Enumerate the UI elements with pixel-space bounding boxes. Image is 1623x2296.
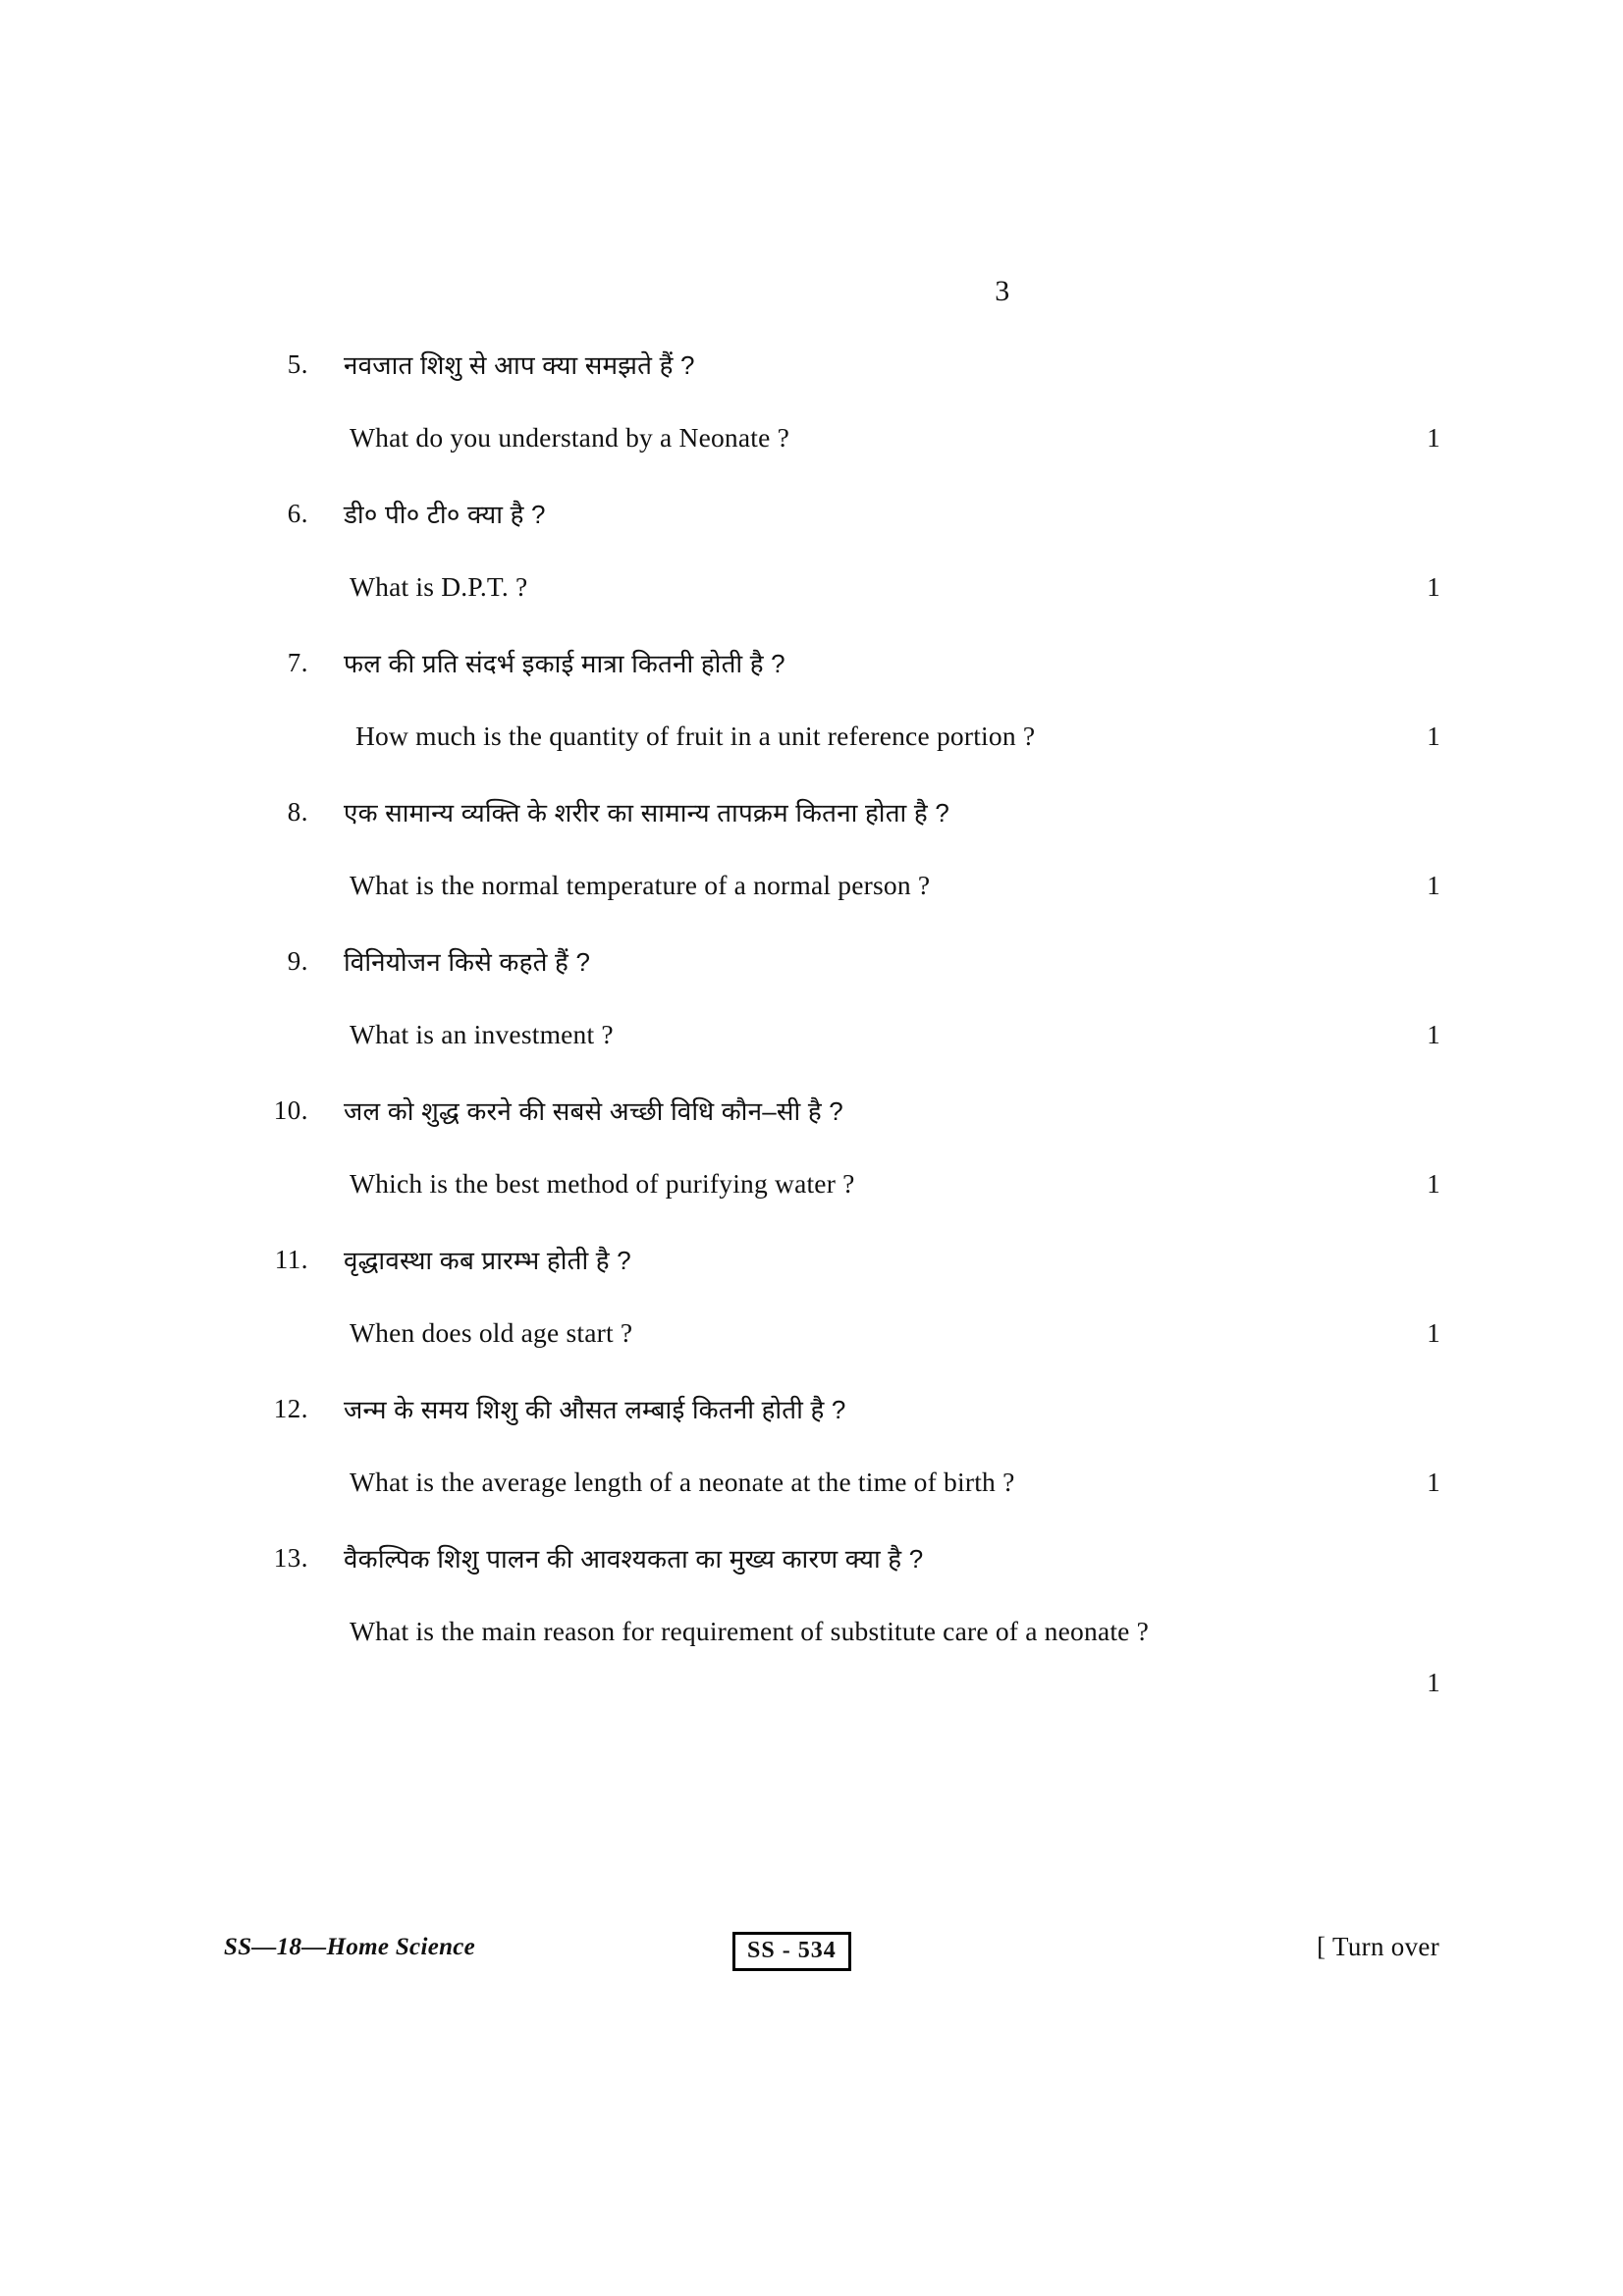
question-text-english: When does old age start ? (350, 1317, 633, 1348)
question-number: 8. (287, 797, 308, 827)
question-text-english: What is the main reason for requirement of substitute care of a neonate ? (350, 1616, 1150, 1646)
footer-paper-code: SS - 534 (732, 1932, 851, 1971)
footer-turn-over: [ Turn over (1317, 1932, 1439, 1961)
question-text-hindi: नवजात शिशु से आप क्या समझते हैं ? (344, 350, 695, 380)
question-text-english: What is the average length of a neonate at the time of birth ? (350, 1467, 1015, 1497)
question-item (224, 1384, 1440, 1533)
question-number: 7. (287, 648, 308, 677)
question-text-hindi: फल की प्रति संदर्भ इकाई मात्रा कितनी होती है ? (344, 649, 785, 678)
question-marks: 1 (1427, 871, 1440, 900)
page-footer (224, 1926, 1439, 1981)
page-number: 3 (995, 275, 1010, 307)
question-item (224, 1235, 1440, 1384)
question-text-english: What do you understand by a Neonate ? (350, 422, 790, 453)
question-item (224, 638, 1440, 787)
question-number: 11. (274, 1245, 308, 1274)
question-marks: 1 (1427, 1169, 1440, 1199)
question-item (224, 1086, 1440, 1235)
question-text-english: What is D.P.T. ? (350, 571, 528, 602)
question-item (224, 489, 1440, 638)
footer-subject-label: SS—18—Home Science (224, 1934, 476, 1960)
question-marks: 1 (1427, 423, 1440, 453)
question-text-english: Which is the best method of purifying water ? (350, 1168, 855, 1199)
question-item (224, 340, 1440, 489)
question-number: 12. (273, 1394, 308, 1423)
question-marks: 1 (1427, 1468, 1440, 1497)
question-marks: 1 (1427, 721, 1440, 751)
question-number: 10. (273, 1095, 308, 1125)
question-number: 9. (287, 946, 308, 976)
question-number: 5. (287, 349, 308, 379)
question-text-hindi: जल को शुद्ध करने की सबसे अच्छी विधि कौन–सी है ? (344, 1096, 843, 1126)
question-text-hindi: एक सामान्य व्यक्ति के शरीर का सामान्य तापक्रम कितना होता है ? (344, 798, 949, 828)
question-list (224, 275, 1440, 1697)
question-text-english: How much is the quantity of fruit in a unit reference portion ? (355, 721, 1036, 751)
question-item (224, 787, 1440, 936)
question-text-hindi: डी० पी० टी० क्या है ? (344, 500, 546, 529)
question-number: 6. (287, 499, 308, 528)
question-item (224, 936, 1440, 1086)
question-text-english: What is the normal temperature of a normal person ? (350, 870, 931, 900)
question-text-hindi: जन्म के समय शिशु की औसत लम्बाई कितनी होती है ? (344, 1395, 846, 1424)
question-text-hindi: विनियोजन किसे कहते हैं ? (344, 947, 591, 977)
question-text-hindi: वृद्धावस्था कब प्रारम्भ होती है ? (344, 1246, 631, 1275)
question-marks: 1 (1427, 572, 1440, 602)
question-marks: 1 (1427, 1318, 1440, 1348)
question-number: 13. (273, 1543, 308, 1573)
question-marks: 1 (1427, 1668, 1440, 1697)
question-marks: 1 (1427, 1020, 1440, 1049)
question-text-english: What is an investment ? (350, 1019, 614, 1049)
question-item (224, 1533, 1440, 1697)
question-text-hindi: वैकल्पिक शिशु पालन की आवश्यकता का मुख्य कारण क्या है ? (344, 1544, 924, 1574)
